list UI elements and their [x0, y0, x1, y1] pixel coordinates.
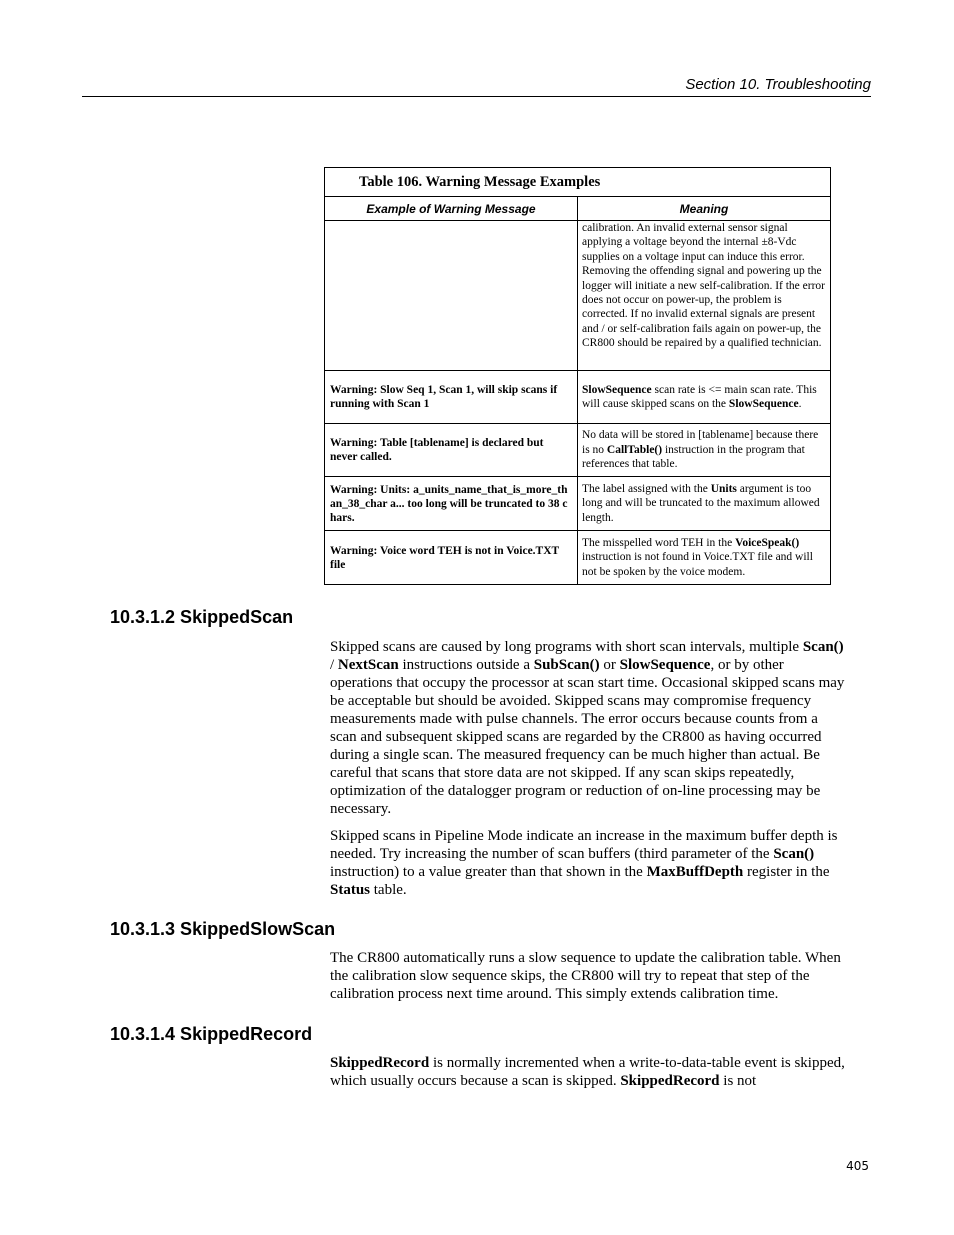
body-bold: MaxBuffDepth [646, 864, 744, 880]
body-bold: SkippedRecord [330, 1055, 430, 1071]
column-header-meaning: Meaning [578, 197, 831, 221]
meaning-text: scan rate is <= main scan rate. This will cause skipped scans on the [582, 383, 817, 410]
meaning-cell [578, 477, 831, 531]
meaning-text: The misspelled word TEH in the [582, 536, 736, 549]
body-text: instruction) to a value greater than that shown in the [330, 864, 647, 880]
meaning-cell [578, 371, 831, 424]
body-paragraph: The CR800 automatically runs a slow sequence to update the calibration table. When the calibration slow sequence skips, the CR800 will try to repeat that step of the calibration process next time around. This simply extends calibration time. [330, 950, 841, 1002]
empty-message-cell [325, 221, 578, 371]
meaning-text: instruction is not found in Voice.TXT file and will not be spoken by the voice modem. [582, 551, 813, 578]
meaning-text: instruction in the program that references that table. [582, 443, 805, 471]
table-row [325, 371, 831, 424]
meaning-bold: CallTable() [606, 443, 663, 456]
table-caption: Table 106. Warning Message Examples [325, 168, 831, 197]
body-text: register in the [743, 864, 830, 880]
body-bold: SkippedRecord [620, 1073, 720, 1089]
meaning-text: . [798, 398, 802, 410]
body-bold: SlowSequence [619, 657, 711, 673]
meaning-text: The label assigned with the [582, 482, 711, 495]
message-cell: Warning: Table [tablename] is declared but never called. [325, 424, 578, 477]
header-rule [82, 96, 871, 97]
meaning-text: No data will be stored in [tablename] because there is no [582, 429, 819, 456]
meaning-cell [578, 531, 831, 585]
running-header: Section 10. Troubleshooting [685, 76, 871, 93]
body-paragraph [330, 638, 848, 818]
message-cell: Warning: Voice word TEH is not in Voice.TXT file [325, 531, 578, 585]
meaning-bold: VoiceSpeak() [735, 536, 800, 549]
body-text: instructions outside a [398, 657, 534, 673]
body-text: Skipped scans are caused by long programs with short scan intervals, multiple [330, 639, 803, 655]
body-text: is not [719, 1073, 757, 1089]
warning-message-table [324, 167, 831, 585]
body-bold: Scan() [802, 639, 844, 655]
body-text: , or by other operations that occupy the processor at scan start time. Occasional skipped scans may be acceptable but should be avoided. Skipped scans may compromise frequency measurements made with pulse channels. The error occurs because counts from a scan and subsequent skipped scans are regarded by the CR800 as having occurred during a single scan. The measured frequency can be much higher than actual. Be careful that scans that store data are not skipped. If any scan skips repeatedly, optimization of the datalogger program or reduction of on-line processing may be necessary. [330, 657, 845, 817]
message-cell: Warning: Units: a_units_name_that_is_more_than_38_char a... too long will be truncated to 38 chars. [325, 477, 578, 531]
meaning-bold: SlowSequence [582, 383, 652, 396]
body-bold: NextScan [337, 657, 399, 673]
body-bold: SubScan() [533, 657, 600, 673]
body-bold: Status [330, 882, 371, 898]
body-text: Skipped scans in Pipeline Mode indicate an increase in the maximum buffer depth is needed. Try increasing the number of scan buffers (third parameter of the [330, 828, 838, 862]
table-row [325, 424, 831, 477]
body-paragraph [330, 827, 848, 899]
meaning-cell: calibration. An invalid external sensor signal applying a voltage beyond the internal ±8-Vdc supplies on a voltage input can induce this error. Removing the offending signal and powering up the logger will initiate a new self-calibration. If the error does not occur on power-up, the problem is corrected. If no invalid external signals are present and / or self-calibration fails again on power-up, the CR800 should be repaired by a qualified technician. [578, 221, 831, 371]
column-header-example: Example of Warning Message [325, 197, 578, 221]
meaning-text: argument is too long and will be truncated to the maximum allowed length. [582, 482, 820, 524]
table-row [325, 477, 831, 531]
meaning-bold: SlowSequence [728, 398, 799, 410]
message-cell: Warning: Slow Seq 1, Scan 1, will skip scans if running with Scan 1 [325, 371, 578, 424]
page-number: 405 [846, 1159, 869, 1173]
body-text: table. [370, 882, 407, 898]
meaning-bold: Units [710, 482, 737, 495]
body-paragraph [330, 1054, 848, 1090]
body-text: or [599, 657, 620, 673]
section-heading-skippedscan: 10.3.1.2 SkippedScan [110, 607, 294, 627]
body-bold: Scan() [773, 846, 815, 862]
section-heading-skippedslowscan: 10.3.1.3 SkippedSlowScan [110, 919, 336, 939]
table-row [325, 221, 831, 371]
body-text: is normally incremented when a write-to-data-table event is skipped, which usually occurs because a scan is skipped. [330, 1055, 845, 1089]
section-heading-skippedrecord: 10.3.1.4 SkippedRecord [110, 1024, 313, 1044]
body-text: / [330, 657, 338, 673]
table-row [325, 531, 831, 585]
meaning-cell [578, 424, 831, 477]
